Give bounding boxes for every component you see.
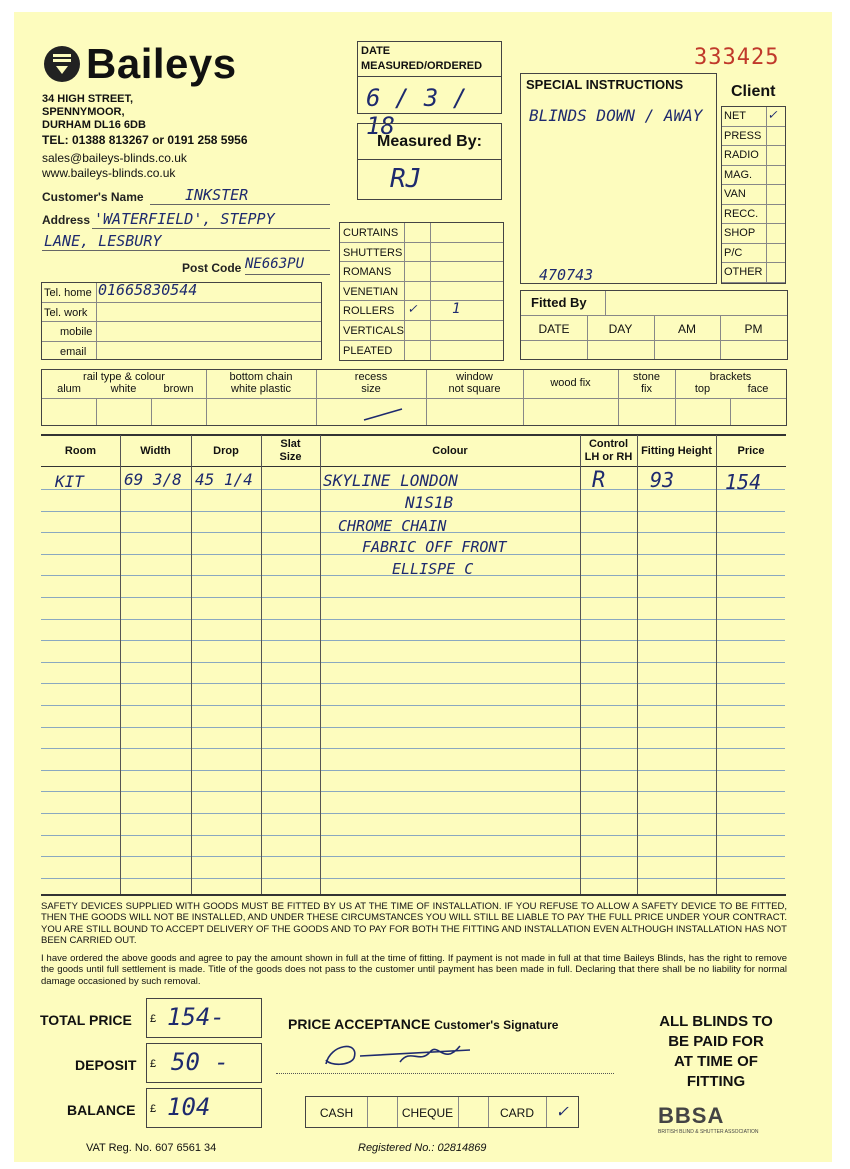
header-width: Width [140, 445, 171, 457]
fitted-by-label: Fitted By [531, 295, 587, 310]
header-price: Price [737, 445, 765, 457]
client-source-label: PRESS [724, 129, 762, 142]
payment-card-mark: ✓ [556, 1101, 568, 1122]
header-slat-size: Size [279, 451, 302, 463]
client-source-mark: ✓ [768, 107, 777, 123]
product-type-row [340, 341, 503, 361]
header-colour: Colour [432, 445, 468, 457]
client-source-label: MAG. [724, 168, 753, 181]
payment-notice [640, 1012, 792, 1092]
deposit-field [146, 1043, 262, 1083]
rail-alum-label: alum [57, 383, 81, 395]
table-row-line [41, 856, 785, 857]
measured-by-value: RJ [390, 164, 422, 194]
product-type-label: PLEATED [343, 344, 393, 357]
safety-terms: SAFETY DEVICES SUPPLIED WITH GOODS MUST BE FITTED BY US AT THE TIME OF INSTALLATION. IF YOU REFUSE TO ALLOW A SAFETY DEVICE TO BE FITTED, THEN THE GOODS WILL NOT BE INSTALLED, AND UNDER THESE CIRCUMSTANCES YOU WILL STILL BE LIABLE TO PAY THE FULL PRICE UNDER YOUR CONTRACT. YOU ARE STILL BOUND TO ACCEPT DELIVERY OF THE GOODS AND TO PAY FOR BOTH THE FITTING AND INSTALLATION EVEN ALTHOUGH INSTALLATION HAS NOT BEEN CARRIED OUT. [41, 901, 787, 946]
table-row-line [41, 727, 785, 728]
table-row-line [41, 770, 785, 771]
header-room: Room [64, 445, 97, 457]
table-row-line [41, 640, 785, 641]
brackets-face-label: face [747, 383, 769, 395]
currency-symbol: £ [150, 1103, 157, 1115]
notice-line: FITTING [686, 1073, 746, 1090]
product-type-row [340, 223, 503, 243]
phone-row [42, 322, 321, 342]
notice-line: BE PAID FOR [668, 1033, 764, 1050]
total-price-field [146, 998, 262, 1038]
phone-row [42, 303, 321, 323]
form-number: 333425 [694, 45, 780, 70]
phone-label: mobile [60, 326, 93, 338]
table-row-line [41, 662, 785, 663]
fitted-by-am-col: AM [678, 322, 696, 336]
product-type-row [340, 301, 503, 321]
company-tel: TEL: 01388 813267 or 0191 258 5956 [42, 133, 248, 147]
vat-number: VAT Reg. No. 607 6561 34 [86, 1142, 217, 1154]
client-source-list [721, 106, 786, 284]
table-column-line [320, 435, 321, 894]
notice-line: ALL BLINDS TO [659, 1013, 773, 1030]
total-price-value: 154- [167, 1003, 225, 1031]
client-source-label: RADIO [724, 149, 759, 161]
colour-line: CHROME CHAIN [338, 517, 447, 535]
address-label: Address [42, 213, 91, 227]
special-instructions-label: SPECIAL INSTRUCTIONS [526, 77, 684, 92]
client-source-row [722, 244, 785, 264]
currency-symbol: £ [150, 1013, 157, 1025]
fitted-by-table [520, 290, 788, 360]
client-source-label: SHOP [724, 227, 756, 239]
client-source-label: OTHER [724, 266, 763, 278]
date-box [357, 41, 502, 140]
product-type-label: VENETIAN [343, 285, 399, 298]
bbsa-logo-sub: BRITISH BLIND & SHUTTER ASSOCIATION [658, 1129, 759, 1135]
bbsa-logo-text: BBSA [658, 1103, 725, 1128]
header-control-side: LH or RH [584, 451, 633, 463]
client-source-label: P/C [724, 246, 743, 259]
special-instructions-value: BLINDS DOWN / AWAY [529, 106, 703, 125]
table-column-line [637, 435, 638, 894]
special-instructions-box [520, 73, 717, 284]
date-label-2: MEASURED/ORDERED [361, 60, 483, 72]
product-type-label: VERTICALS [343, 325, 404, 337]
signature-line [276, 1073, 614, 1074]
notice-line: AT TIME OF [674, 1053, 758, 1070]
product-type-qty: 1 [452, 301, 461, 318]
rail-white-label: white [110, 383, 137, 395]
client-source-row [722, 107, 785, 127]
rail-type-label: rail type & colour [83, 371, 165, 383]
wood-fix-label: wood fix [550, 377, 591, 389]
row-width: 69 3/8 [124, 470, 182, 489]
phone-row [42, 342, 321, 362]
product-type-mark: ✓ [408, 301, 417, 318]
colour-line: ELLISPE C [392, 560, 474, 578]
fitted-by-day-col: DAY [608, 322, 633, 336]
product-type-row [340, 321, 503, 341]
client-source-row [722, 205, 785, 225]
address-line: SPENNYMOOR, [42, 106, 125, 118]
row-control: R [592, 468, 606, 493]
fitted-by-date-col: DATE [538, 322, 570, 336]
product-type-row [340, 243, 503, 263]
table-column-line [716, 435, 717, 894]
bbsa-logo [658, 1103, 776, 1135]
colour-line: FABRIC OFF FRONT [362, 538, 507, 556]
payment-card: CARD [499, 1106, 534, 1120]
customer-signature-label: Customer's Signature [434, 1018, 559, 1032]
address-value-1: 'WATERFIELD', STEPPY [94, 210, 275, 228]
table-row-line [41, 813, 785, 814]
table-column-line [580, 435, 581, 894]
measured-by-label: Measured By: [377, 133, 482, 150]
product-type-table [339, 222, 504, 361]
table-row-line [41, 748, 785, 749]
recess-label: recess [354, 371, 388, 383]
product-type-row [340, 282, 503, 302]
payment-cash: CASH [319, 1106, 354, 1120]
header-slat: Slat [280, 438, 301, 450]
window-sub: not square [448, 383, 501, 395]
stone-label: stone [633, 371, 660, 383]
special-instructions-ref: 470743 [539, 266, 594, 284]
table-row-line [41, 791, 785, 792]
product-type-label: ROMANS [343, 266, 392, 279]
stone-sub: fix [641, 383, 652, 395]
row-price: 154 [725, 470, 762, 494]
measured-by-box [357, 123, 502, 200]
customer-signature [320, 1036, 490, 1072]
client-source-row [722, 127, 785, 147]
row-fitting-height: 93 [650, 468, 675, 492]
postcode-label: Post Code [182, 261, 242, 275]
client-source-row [722, 263, 785, 283]
table-row-line [41, 835, 785, 836]
table-row-line [41, 878, 785, 879]
fitted-by-pm-col: PM [744, 322, 763, 336]
address-line: DURHAM DL16 6DB [42, 119, 146, 131]
row-room: KIT [55, 472, 84, 491]
balance-field [146, 1088, 262, 1128]
customer-name-label: Customer's Name [42, 190, 144, 204]
deposit-label: DEPOSIT [75, 1057, 137, 1073]
row-drop: 45 1/4 [195, 470, 253, 489]
table-row-line [41, 619, 785, 620]
client-source-row [722, 185, 785, 205]
payment-methods [305, 1096, 579, 1128]
baileys-logo-icon [42, 44, 82, 84]
phone-table [41, 282, 322, 360]
header-control: Control [588, 438, 629, 450]
balance-value: 104 [167, 1093, 211, 1121]
phone-label: email [60, 345, 87, 358]
company-email: sales@baileys-blinds.co.uk [42, 151, 187, 165]
address-line: 34 HIGH STREET, [42, 93, 134, 105]
company-name: Baileys [86, 40, 237, 87]
phone-value: 01665830544 [98, 281, 198, 299]
postcode-value: NE663PU [245, 256, 305, 272]
colour-line: SKYLINE LONDON [323, 471, 458, 490]
product-type-label: CURTAINS [343, 227, 399, 239]
colour-line: N1S1B [405, 493, 454, 512]
company-website: www.baileys-blinds.co.uk [42, 166, 176, 180]
registered-number: Registered No.: 02814869 [358, 1142, 487, 1154]
client-source-label: RECC. [724, 207, 759, 220]
product-type-label: ROLLERS [343, 305, 395, 318]
date-label: DATE [361, 45, 391, 57]
payment-cheque: CHEQUE [401, 1106, 454, 1120]
table-row-line [41, 705, 785, 706]
phone-row [42, 283, 321, 303]
table-row-line [41, 597, 785, 598]
deposit-value: 50 - [171, 1048, 229, 1076]
client-source-label: NET [724, 110, 746, 122]
table-column-line [191, 435, 192, 894]
recess-sub: size [361, 383, 381, 395]
header-drop: Drop [213, 445, 239, 457]
payment-terms: I have ordered the above goods and agree to pay the amount shown in full at the time of fitting. If payment is not made in full at that time Baileys Blinds, has the right to remove the goods until full settlement is made. Title of the goods does not pass to the customer until payment has been made in full. Declaring that there shall be no liability for normal damage occasioned by such removal. [41, 953, 787, 987]
company-address [42, 93, 146, 132]
recess-slash-mark [362, 406, 404, 422]
bottom-chain-label: bottom chain [229, 371, 293, 383]
phone-label: Tel. home [44, 287, 92, 299]
rail-brown-label: brown [163, 383, 194, 395]
brackets-top-label: top [694, 383, 711, 395]
table-column-line [120, 435, 121, 894]
product-type-row [340, 262, 503, 282]
product-type-label: SHUTTERS [343, 246, 403, 259]
phone-label: Tel. work [44, 306, 88, 319]
bottom-chain-sub: white plastic [231, 383, 291, 395]
client-label: Client [731, 83, 776, 100]
window-label: window [456, 371, 493, 383]
customer-name-value: INKSTER [185, 186, 249, 204]
header-fitting-height: Fitting Height [641, 445, 712, 457]
price-acceptance-label [288, 1016, 558, 1032]
currency-symbol: £ [150, 1058, 157, 1070]
total-price-label: TOTAL PRICE [40, 1012, 132, 1028]
table-column-line [261, 435, 262, 894]
options-table [41, 369, 787, 426]
address-value-2: LANE, LESBURY [44, 232, 162, 250]
balance-label: BALANCE [67, 1102, 136, 1118]
client-source-row [722, 146, 785, 166]
brackets-label: brackets [709, 371, 752, 383]
price-acceptance-title: PRICE ACCEPTANCE [288, 1016, 431, 1032]
client-source-label: VAN [724, 188, 746, 200]
date-value: 6 / 3 / 18 [366, 84, 468, 140]
table-row-line [41, 683, 785, 684]
client-source-row [722, 166, 785, 186]
client-source-row [722, 224, 785, 244]
